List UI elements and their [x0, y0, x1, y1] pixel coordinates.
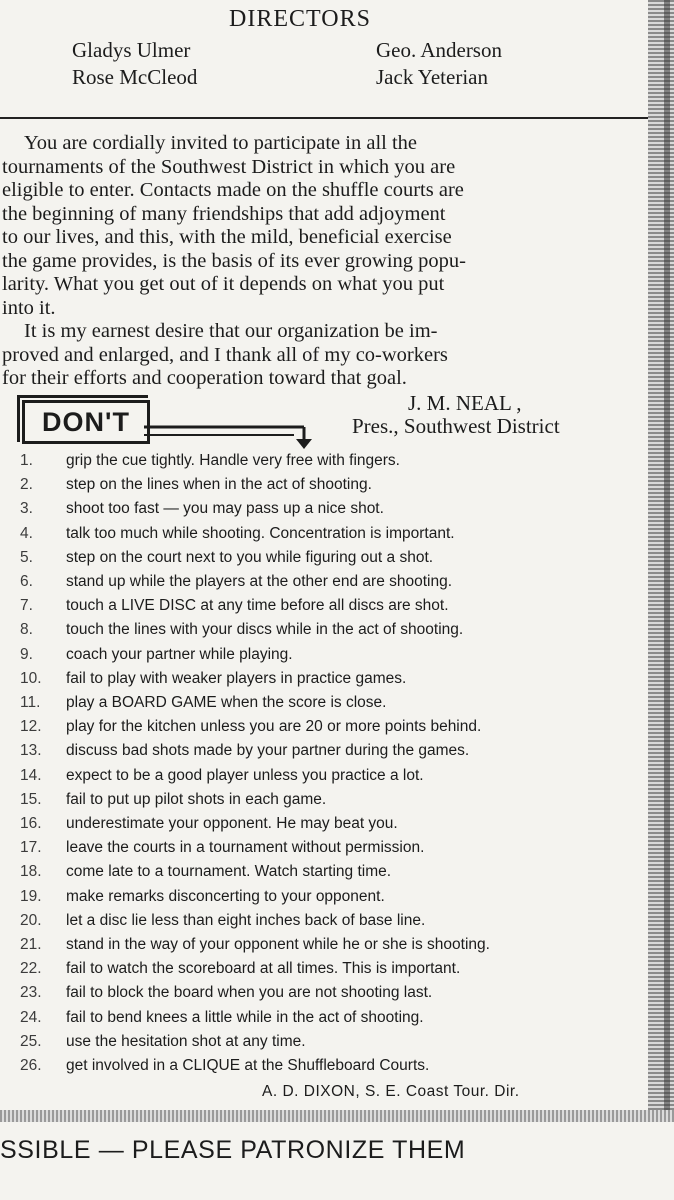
dont-label-box: DON'T	[22, 400, 150, 444]
directors-heading: DIRECTORS	[229, 6, 371, 32]
list-item-number: 17.	[20, 839, 42, 857]
list-item-text: let a disc lie less than eight inches back of base line.	[66, 911, 426, 929]
list-item-text: step on the lines when in the act of shooting.	[66, 476, 372, 494]
list-item	[0, 500, 650, 524]
page-edge-line	[664, 0, 670, 1110]
paragraph-line: to our lives, and this, with the mild, beneficial exercise	[2, 226, 452, 248]
list-item	[0, 597, 650, 621]
list-item	[0, 912, 650, 936]
list-item-number: 10.	[20, 669, 42, 687]
list-item	[0, 815, 650, 839]
list-item-number: 26.	[20, 1057, 42, 1074]
list-item-text: underestimate your opponent. He may beat you.	[66, 815, 398, 832]
list-item	[0, 936, 650, 960]
list-item	[0, 694, 650, 718]
list-item-text: come late to a tournament. Watch starting time.	[66, 863, 392, 881]
paragraph-line: eligible to enter. Contacts made on the shuffle courts are	[2, 179, 464, 201]
list-item-number: 1.	[20, 452, 33, 469]
paragraph-line: into it.	[2, 296, 56, 319]
signature-title: Pres., Southwest District	[352, 414, 560, 438]
list-item	[0, 1033, 650, 1057]
section-divider	[0, 117, 648, 119]
list-item-text: fail to block the board when you are not shooting last.	[66, 984, 433, 1002]
list-item	[0, 960, 650, 984]
list-item-number: 8.	[20, 621, 33, 639]
list-item-text: play for the kitchen unless you are 20 or more points behind.	[66, 718, 482, 736]
paragraph-line: for their efforts and cooperation toward that goal.	[2, 367, 407, 389]
list-item-number: 24.	[20, 1008, 42, 1026]
list-item	[0, 646, 650, 670]
list-item-number: 15.	[20, 790, 42, 808]
list-item-number: 14.	[20, 766, 42, 784]
list-item	[0, 476, 650, 500]
list-item	[0, 452, 650, 476]
list-item-number: 5.	[20, 548, 33, 566]
list-item	[0, 525, 650, 549]
list-item-text: fail to watch the scoreboard at all times. This is important.	[66, 960, 461, 978]
list-item	[0, 1009, 650, 1033]
paragraph-line: It is my earnest desire that our organization be im-	[24, 320, 438, 342]
list-item-text: stand in the way of your opponent while he or she is shooting.	[66, 936, 490, 953]
list-item	[0, 670, 650, 694]
list-item	[0, 863, 650, 887]
list-item-text: discuss bad shots made by your partner during the games.	[66, 742, 470, 760]
list-item-number: 18.	[20, 863, 42, 881]
list-item-text: get involved in a CLIQUE at the Shuffleboard Courts.	[66, 1057, 430, 1074]
paragraph-line: proved and enlarged, and I thank all of my co-workers	[2, 343, 448, 366]
list-item-number: 25.	[20, 1032, 42, 1050]
list-item-text: grip the cue tightly. Handle very free with fingers.	[66, 452, 400, 469]
director-name: Rose McCleod	[72, 65, 198, 89]
list-item-text: fail to play with weaker players in practice games.	[66, 669, 407, 687]
list-item-text: make remarks disconcerting to your opponent.	[66, 887, 385, 905]
director-name: Jack Yeterian	[376, 65, 488, 89]
director-name: Gladys Ulmer	[72, 38, 191, 62]
list-item-text: coach your partner while playing.	[66, 645, 293, 663]
list-item-number: 21.	[20, 936, 42, 953]
paragraph-line: You are cordially invited to participate in all the	[24, 132, 418, 154]
list-item	[0, 1057, 650, 1081]
list-item-number: 6.	[20, 573, 33, 590]
list-item-number: 13.	[20, 742, 42, 760]
list-item-text: fail to put up pilot shots in each game.	[66, 790, 327, 808]
list-item-number: 4.	[20, 524, 33, 542]
list-item-text: touch a LIVE DISC at any time before all discs are shot.	[66, 597, 449, 615]
list-item-number: 23.	[20, 984, 42, 1002]
list-item-number: 7.	[20, 597, 33, 615]
list-item-number: 16.	[20, 815, 42, 832]
paragraph-line: the game provides, is the basis of its ever growing popu-	[2, 249, 467, 272]
list-item	[0, 621, 650, 645]
footer-banner: SSIBLE — PLEASE PATRONIZE THEM	[0, 1136, 466, 1164]
list-item	[0, 573, 650, 597]
list-item	[0, 984, 650, 1008]
list-item-number: 22.	[20, 960, 42, 978]
list-item-number: 11.	[20, 694, 41, 711]
list-item-number: 20.	[20, 911, 42, 929]
arrow-icon	[144, 415, 314, 451]
list-item-number: 12.	[20, 718, 42, 736]
paragraph-line: larity. What you get out of it depends on what you put	[2, 273, 445, 295]
director-name: Geo. Anderson	[376, 38, 502, 62]
list-item-text: play a BOARD GAME when the score is close.	[66, 694, 387, 711]
paragraph-line: the beginning of many friendships that add adjoyment	[2, 202, 446, 225]
list-item-text: talk too much while shooting. Concentration is important.	[66, 524, 455, 542]
desire-paragraph	[2, 320, 642, 391]
list-item	[0, 718, 650, 742]
list-item	[0, 888, 650, 912]
list-item-text: leave the courts in a tournament without permission.	[66, 839, 425, 857]
page-bottom-edge	[0, 1110, 674, 1122]
list-item	[0, 549, 650, 573]
list-item	[0, 767, 650, 791]
list-item-number: 9.	[20, 645, 33, 663]
list-item-text: stand up while the players at the other end are shooting.	[66, 573, 453, 590]
list-item-text: expect to be a good player unless you practice a lot.	[66, 766, 424, 784]
credit-line: A. D. DIXON, S. E. Coast Tour. Dir.	[262, 1083, 520, 1100]
list-item-number: 19.	[20, 887, 42, 905]
invitation-paragraph	[2, 132, 642, 320]
list-item	[0, 791, 650, 815]
paragraph-line: tournaments of the Southwest District in which you are	[2, 155, 456, 178]
list-item-text: use the hesitation shot at any time.	[66, 1032, 306, 1050]
list-item	[0, 742, 650, 766]
list-item-text: fail to bend knees a little while in the act of shooting.	[66, 1008, 424, 1026]
list-item-text: touch the lines with your discs while in the act of shooting.	[66, 621, 464, 639]
list-item	[0, 839, 650, 863]
list-item-number: 2.	[20, 476, 33, 494]
signature-name: J. M. NEAL ,	[408, 391, 522, 415]
list-item-text: shoot too fast — you may pass up a nice shot.	[66, 500, 384, 518]
page-edge-shadow	[648, 0, 674, 1110]
list-item-number: 3.	[20, 500, 33, 518]
list-item-text: step on the court next to you while figuring out a shot.	[66, 548, 434, 566]
